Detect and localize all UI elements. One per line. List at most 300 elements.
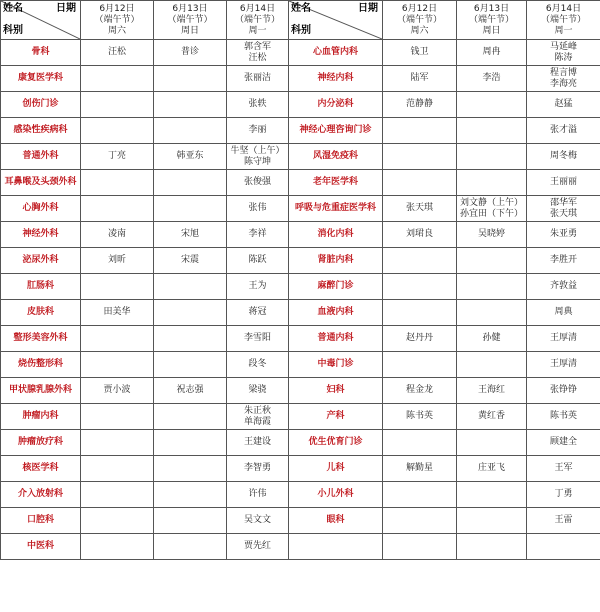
- duty-cell: [527, 222, 600, 248]
- doctor-name: 张铮铮: [549, 385, 577, 395]
- duty-cell: [154, 222, 227, 248]
- weekday-text: 周六: [107, 25, 126, 36]
- department-cell: [289, 352, 383, 378]
- corner-cell-left: [1, 1, 81, 40]
- doctor-name: 顾建全: [549, 437, 577, 447]
- department-cell: [1, 378, 81, 404]
- table-row: [1, 40, 600, 66]
- department-cell: [1, 144, 81, 170]
- department-cell: [289, 326, 383, 352]
- duty-cell: [457, 196, 527, 222]
- duty-cell: [227, 534, 289, 560]
- duty-cell: [527, 66, 600, 92]
- duty-cell: [227, 196, 289, 222]
- duty-cell: [154, 404, 227, 430]
- doctor-name: 汪松: [107, 47, 126, 57]
- doctor-name: 孙宜田（下午）: [459, 208, 523, 219]
- doctor-name: 刘文静（上午）: [459, 197, 523, 208]
- doctor-name: 朱亚勇: [549, 229, 577, 239]
- duty-cell: [527, 508, 600, 534]
- department-name: 肿瘤放疗科: [17, 437, 63, 447]
- duty-cell: [457, 118, 527, 144]
- department-cell: [289, 508, 383, 534]
- duty-cell: [383, 66, 457, 92]
- duty-cell: [457, 92, 527, 118]
- department-cell: [289, 170, 383, 196]
- doctor-name: 张天琪: [549, 208, 577, 219]
- duty-cell: [383, 274, 457, 300]
- department-cell: [1, 40, 81, 66]
- department-name: 小儿外科: [317, 489, 354, 499]
- duty-cell: [457, 430, 527, 456]
- department-name: 妇科: [326, 385, 345, 395]
- table-row: [1, 326, 600, 352]
- duty-cell: [227, 430, 289, 456]
- department-name: 中毒门诊: [317, 359, 354, 369]
- doctor-name: 李智勇: [243, 463, 271, 473]
- duty-cell: [457, 404, 527, 430]
- doctor-name: 丁勇: [554, 489, 573, 499]
- doctor-name: 解勤星: [405, 463, 433, 473]
- corner-name-label: 姓名: [291, 3, 311, 14]
- table-row: [1, 482, 600, 508]
- department-cell: [1, 326, 81, 352]
- doctor-name: 王为: [248, 281, 267, 291]
- department-cell: [1, 196, 81, 222]
- duty-cell: [383, 170, 457, 196]
- weekday-text: 周日: [482, 25, 501, 36]
- department-name: 神经心理咨询门诊: [299, 125, 372, 135]
- duty-cell: [383, 248, 457, 274]
- holiday-note: （端午节）: [468, 14, 514, 25]
- department-name: 呼吸与危重症医学科: [294, 203, 376, 213]
- table-row: [1, 508, 600, 534]
- department-name: 肾脏内科: [317, 255, 354, 265]
- duty-cell: [154, 118, 227, 144]
- duty-cell: [81, 40, 154, 66]
- doctor-name: 宋震: [180, 255, 199, 265]
- corner-dept-label: 科别: [3, 25, 23, 36]
- duty-cell: [457, 482, 527, 508]
- department-cell: [289, 378, 383, 404]
- department-cell: [1, 92, 81, 118]
- weekday-text: 周六: [410, 25, 429, 36]
- duty-cell: [383, 352, 457, 378]
- duty-cell: [383, 92, 457, 118]
- department-cell: [289, 222, 383, 248]
- department-cell: [289, 482, 383, 508]
- department-name: 儿科: [326, 463, 345, 473]
- duty-cell: [527, 170, 600, 196]
- duty-cell: [154, 378, 227, 404]
- department-name: 核医学科: [22, 463, 59, 473]
- doctor-name: 张俊强: [243, 177, 271, 187]
- duty-cell: [154, 352, 227, 378]
- date-text: 6月12日: [99, 3, 135, 14]
- department-cell: [1, 300, 81, 326]
- table-row: [1, 66, 600, 92]
- duty-cell: [154, 300, 227, 326]
- duty-cell: [81, 118, 154, 144]
- duty-cell: [457, 40, 527, 66]
- table-row: [1, 378, 600, 404]
- department-name: 整形美容外科: [13, 333, 68, 343]
- doctor-name: 程金龙: [405, 385, 433, 395]
- department-cell: [289, 118, 383, 144]
- duty-cell: [527, 274, 600, 300]
- department-cell: [289, 274, 383, 300]
- date-text: 6月14日: [545, 3, 582, 14]
- duty-cell: [81, 222, 154, 248]
- weekday-text: 周一: [248, 25, 267, 36]
- doctor-name: 郭含军: [243, 41, 271, 52]
- duty-cell: [457, 378, 527, 404]
- duty-cell: [81, 378, 154, 404]
- doctor-name: 程言博: [549, 67, 577, 78]
- duty-cell: [227, 118, 289, 144]
- doctor-name: 陆军: [410, 73, 429, 83]
- doctor-name: 张才溢: [549, 125, 577, 135]
- doctor-name: 许伟: [248, 489, 267, 499]
- duty-cell: [527, 534, 600, 560]
- doctor-name: 陈跃: [248, 255, 267, 265]
- doctor-name: 王军: [554, 463, 573, 473]
- duty-cell: [81, 274, 154, 300]
- department-name: 耳鼻喉及头颈外科: [4, 177, 77, 187]
- date-header: [227, 1, 289, 40]
- table-row: [1, 118, 600, 144]
- weekday-text: 周日: [180, 25, 199, 36]
- duty-cell: [154, 430, 227, 456]
- duty-cell: [154, 144, 227, 170]
- table-row: [1, 170, 600, 196]
- duty-cell: [457, 66, 527, 92]
- doctor-name: 张天琪: [405, 203, 433, 213]
- duty-cell: [227, 300, 289, 326]
- department-name: 甲状腺乳腺外科: [8, 385, 72, 395]
- date-header: [383, 1, 457, 40]
- duty-cell: [81, 248, 154, 274]
- duty-cell: [154, 508, 227, 534]
- department-cell: [1, 66, 81, 92]
- doctor-name: 祝志强: [176, 385, 204, 395]
- department-cell: [289, 430, 383, 456]
- duty-cell: [81, 170, 154, 196]
- duty-cell: [227, 482, 289, 508]
- department-name: 神经内科: [317, 73, 354, 83]
- doctor-name: 李胜开: [549, 255, 577, 265]
- duty-cell: [457, 534, 527, 560]
- duty-cell: [457, 300, 527, 326]
- duty-cell: [383, 430, 457, 456]
- duty-cell: [527, 352, 600, 378]
- corner-cell-right: [289, 1, 383, 40]
- doctor-name: 李海亮: [549, 78, 577, 89]
- doctor-name: 王建设: [243, 437, 271, 447]
- department-cell: [289, 92, 383, 118]
- doctor-name: 庄亚飞: [477, 463, 505, 473]
- duty-cell: [81, 404, 154, 430]
- duty-cell: [154, 170, 227, 196]
- department-name: 创伤门诊: [22, 99, 59, 109]
- header-row: [1, 1, 600, 40]
- duty-cell: [527, 40, 600, 66]
- doctor-name: 单海霞: [243, 416, 271, 427]
- date-text: 6月13日: [172, 3, 208, 14]
- duty-cell: [383, 534, 457, 560]
- doctor-name: 朱正秋: [243, 405, 271, 416]
- department-name: 老年医学科: [312, 177, 358, 187]
- duty-cell: [81, 66, 154, 92]
- holiday-note: （端午节）: [396, 14, 442, 25]
- duty-cell: [383, 144, 457, 170]
- department-name: 泌尿外科: [22, 255, 59, 265]
- department-cell: [1, 430, 81, 456]
- duty-cell: [383, 118, 457, 144]
- table-row: [1, 456, 600, 482]
- date-header: [457, 1, 527, 40]
- duty-cell: [154, 66, 227, 92]
- department-name: 神经外科: [22, 229, 59, 239]
- holiday-note: （端午节）: [234, 14, 280, 25]
- duty-cell: [81, 196, 154, 222]
- duty-cell: [457, 508, 527, 534]
- department-name: 皮肤科: [26, 307, 54, 317]
- department-name: 骨科: [31, 47, 50, 57]
- duty-cell: [81, 144, 154, 170]
- doctor-name: 梁骁: [248, 385, 267, 395]
- department-name: 口腔科: [26, 515, 54, 525]
- doctor-name: 丁亮: [107, 151, 126, 161]
- doctor-name: 王海红: [477, 385, 505, 395]
- duty-cell: [227, 170, 289, 196]
- duty-cell: [154, 456, 227, 482]
- table-row: [1, 534, 600, 560]
- doctor-name: 邵华军: [549, 197, 577, 208]
- duty-cell: [457, 222, 527, 248]
- duty-cell: [227, 352, 289, 378]
- duty-cell: [383, 404, 457, 430]
- duty-cell: [527, 144, 600, 170]
- duty-cell: [383, 378, 457, 404]
- department-cell: [1, 274, 81, 300]
- department-cell: [1, 352, 81, 378]
- department-cell: [289, 300, 383, 326]
- doctor-name: 孙健: [482, 333, 501, 343]
- doctor-name: 凌南: [107, 229, 126, 239]
- holiday-note: （端午节）: [167, 14, 213, 25]
- doctor-name: 王雷: [554, 515, 573, 525]
- corner-name-label: 姓名: [3, 3, 23, 14]
- doctor-name: 赵猛: [554, 99, 573, 109]
- department-cell: [1, 508, 81, 534]
- duty-cell: [527, 482, 600, 508]
- duty-cell: [383, 300, 457, 326]
- table-row: [1, 430, 600, 456]
- department-name: 眼科: [326, 515, 345, 525]
- duty-cell: [154, 248, 227, 274]
- duty-cell: [527, 404, 600, 430]
- table-row: [1, 404, 600, 430]
- duty-cell: [227, 144, 289, 170]
- duty-cell: [81, 482, 154, 508]
- holiday-note: （端午节）: [94, 14, 140, 25]
- department-cell: [289, 248, 383, 274]
- date-header: [527, 1, 600, 40]
- holiday-note: （端午节）: [540, 14, 586, 25]
- doctor-name: 吴晓婷: [477, 229, 505, 239]
- department-name: 肛肠科: [26, 281, 54, 291]
- department-name: 感染性疾病科: [13, 125, 68, 135]
- duty-cell: [527, 300, 600, 326]
- doctor-name: 李丽: [248, 125, 267, 135]
- department-name: 消化内科: [317, 229, 354, 239]
- table-row: [1, 300, 600, 326]
- duty-cell: [457, 144, 527, 170]
- department-cell: [1, 404, 81, 430]
- doctor-name: 吴文文: [243, 515, 271, 525]
- duty-cell: [383, 508, 457, 534]
- duty-cell: [81, 456, 154, 482]
- duty-cell: [527, 326, 600, 352]
- doctor-name: 王丽丽: [549, 177, 577, 187]
- duty-cell: [227, 378, 289, 404]
- duty-cell: [527, 118, 600, 144]
- duty-cell: [81, 430, 154, 456]
- weekday-text: 周一: [554, 25, 573, 36]
- doctor-name: 王厚清: [549, 359, 577, 369]
- duty-cell: [383, 456, 457, 482]
- duty-cell: [154, 534, 227, 560]
- doctor-name: 段冬: [248, 359, 267, 369]
- department-cell: [289, 456, 383, 482]
- doctor-name: 李祥: [248, 229, 267, 239]
- department-cell: [289, 40, 383, 66]
- doctor-name: 周冉: [482, 47, 501, 57]
- duty-cell: [81, 300, 154, 326]
- duty-cell: [457, 352, 527, 378]
- date-text: 6月14日: [239, 3, 276, 14]
- department-cell: [289, 196, 383, 222]
- duty-cell: [383, 196, 457, 222]
- department-cell: [289, 534, 383, 560]
- duty-cell: [227, 326, 289, 352]
- table-row: [1, 352, 600, 378]
- doctor-name: 韩亚东: [176, 151, 204, 161]
- department-name: 烧伤整形科: [17, 359, 63, 369]
- doctor-name: 田美华: [103, 307, 131, 317]
- department-name: 心血管内科: [312, 47, 358, 57]
- date-header: [154, 1, 227, 40]
- duty-cell: [457, 274, 527, 300]
- duty-cell: [457, 248, 527, 274]
- department-cell: [1, 170, 81, 196]
- duty-cell: [227, 404, 289, 430]
- duty-cell: [227, 40, 289, 66]
- doctor-name: 李浩: [482, 73, 501, 83]
- department-name: 肿瘤内科: [22, 411, 59, 421]
- table-row: [1, 274, 600, 300]
- duty-cell: [527, 378, 600, 404]
- duty-cell: [81, 352, 154, 378]
- duty-cell: [227, 456, 289, 482]
- department-cell: [289, 144, 383, 170]
- doctor-name: 周典: [554, 307, 573, 317]
- doctor-name: 普诊: [180, 47, 199, 57]
- date-text: 6月13日: [473, 3, 510, 14]
- department-cell: [289, 404, 383, 430]
- duty-cell: [227, 92, 289, 118]
- date-header: [81, 1, 154, 40]
- corner-dept-label: 科别: [291, 25, 311, 36]
- department-name: 普通外科: [22, 151, 59, 161]
- duty-cell: [227, 508, 289, 534]
- doctor-name: 陈涛: [554, 52, 573, 63]
- department-name: 普通内科: [317, 333, 354, 343]
- duty-cell: [457, 456, 527, 482]
- doctor-name: 刘昕: [107, 255, 126, 265]
- duty-cell: [154, 326, 227, 352]
- table-row: [1, 196, 600, 222]
- doctor-name: 贾小波: [103, 385, 131, 395]
- duty-cell: [527, 248, 600, 274]
- department-cell: [1, 118, 81, 144]
- duty-cell: [527, 430, 600, 456]
- duty-cell: [383, 482, 457, 508]
- doctor-name: 齐敦益: [549, 281, 577, 291]
- department-name: 血液内科: [317, 307, 354, 317]
- duty-cell: [227, 222, 289, 248]
- doctor-name: 黄红香: [477, 411, 505, 421]
- department-name: 中医科: [26, 541, 54, 551]
- doctor-name: 贾先红: [243, 541, 271, 551]
- doctor-name: 陈守坤: [243, 156, 271, 167]
- department-name: 介入放射科: [17, 489, 63, 499]
- department-cell: [1, 534, 81, 560]
- duty-cell: [81, 92, 154, 118]
- duty-cell: [154, 274, 227, 300]
- department-name: 产科: [326, 411, 345, 421]
- table-row: [1, 92, 600, 118]
- corner-date-label: 日期: [56, 3, 76, 14]
- table-row: [1, 248, 600, 274]
- department-name: 优生优育门诊: [308, 437, 363, 447]
- doctor-name: 汪松: [248, 52, 267, 63]
- department-name: 风湿免疫科: [312, 151, 358, 161]
- department-name: 心胸外科: [22, 203, 59, 213]
- department-name: 康复医学科: [17, 73, 63, 83]
- date-text: 6月12日: [401, 3, 438, 14]
- doctor-name: 赵丹丹: [405, 333, 433, 343]
- duty-cell: [154, 92, 227, 118]
- duty-cell: [383, 222, 457, 248]
- duty-cell: [154, 196, 227, 222]
- department-cell: [1, 248, 81, 274]
- doctor-name: 陈书英: [549, 411, 577, 421]
- department-cell: [1, 456, 81, 482]
- duty-cell: [527, 92, 600, 118]
- doctor-name: 刘珺良: [405, 229, 433, 239]
- duty-cell: [227, 274, 289, 300]
- duty-cell: [81, 534, 154, 560]
- department-cell: [1, 222, 81, 248]
- doctor-name: 张丽洁: [243, 73, 271, 83]
- doctor-name: 蒋冠: [248, 307, 267, 317]
- duty-cell: [457, 170, 527, 196]
- department-cell: [1, 482, 81, 508]
- doctor-name: 范静静: [405, 99, 433, 109]
- department-name: 内分泌科: [317, 99, 354, 109]
